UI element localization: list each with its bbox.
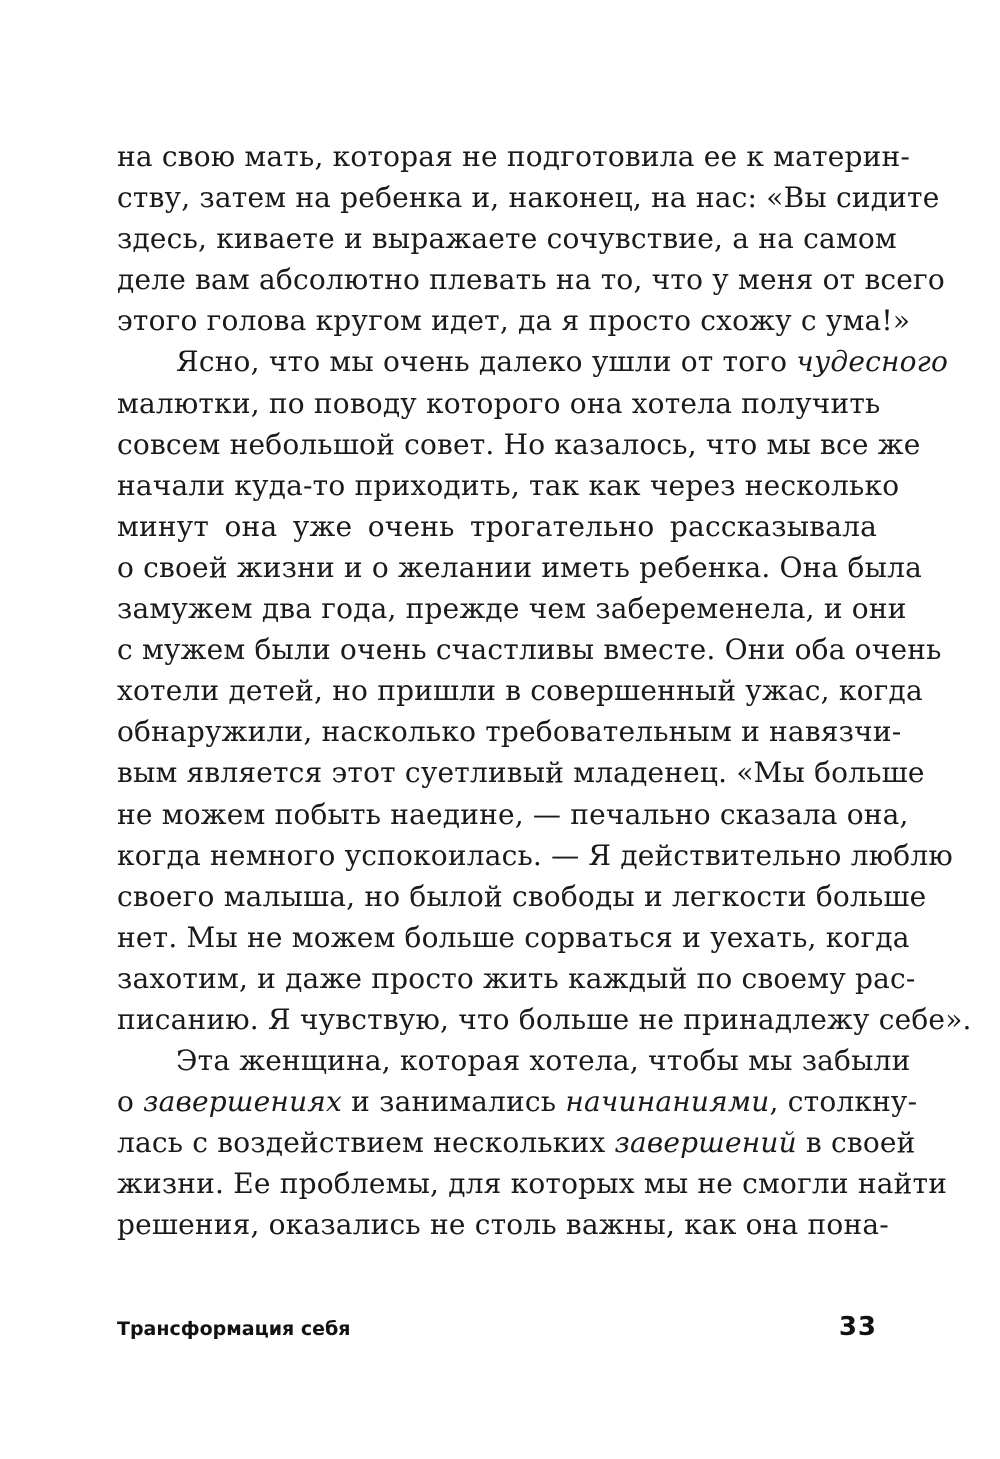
text-run: , столкну- — [769, 1085, 918, 1119]
text-line: начали куда-то приходить, так как через несколько — [117, 468, 900, 502]
text-line: когда немного успокоилась. — Я действительно люблю — [117, 838, 953, 872]
text-line: решения, оказались не столь важны, как она пона- — [117, 1208, 889, 1242]
text-line: с мужем были очень счастливы вместе. Они оба очень — [117, 633, 942, 667]
text-line: Эта женщина, которая хотела, чтобы мы забыли — [176, 1044, 911, 1078]
text-line: ству, затем на ребенка и, наконец, на нас: «Вы сидите — [117, 181, 940, 215]
emphasis-text: начинаниями — [565, 1085, 770, 1119]
text-line: минут она уже очень трогательно рассказывала — [117, 509, 877, 543]
text-line: писанию. Я чувствую, что больше не принадлежу себе». — [117, 1002, 972, 1036]
text-line: вым является этот суетливый младенец. «Мы больше — [117, 756, 925, 790]
text-line: малютки, по поводу которого она хотела получить — [117, 386, 881, 420]
text-line: совсем небольшой совет. Но казалось, что мы все же — [117, 427, 921, 461]
text-line: жизни. Ее проблемы, для которых мы не смогли найти — [117, 1167, 948, 1201]
emphasis-text: завершений — [614, 1126, 797, 1160]
text-run: о — [117, 1085, 144, 1119]
text-line: своего малыша, но былой свободы и легкости больше — [117, 879, 927, 913]
emphasis-text: чудесного — [796, 345, 949, 379]
text-run: Ясно, что мы очень далеко ушли от того — [176, 345, 797, 379]
text-line: на свою мать, которая не подготовила ее к материн- — [117, 140, 910, 173]
page-number: 33 — [838, 1312, 877, 1342]
text-line: обнаружили, насколько требовательным и навязчи- — [117, 715, 902, 749]
text-line: этого голова кругом идет, да я просто схожу с ума!» — [117, 304, 911, 338]
emphasis-text: завершениях — [143, 1085, 343, 1119]
text-line: не можем побыть наедине, — печально сказала она, — [117, 797, 909, 831]
text-line — [117, 1081, 918, 1122]
text-run: в своей — [796, 1126, 916, 1160]
page-footer — [117, 1312, 877, 1344]
text-line — [117, 341, 949, 382]
text-line: деле вам абсолютно плевать на то, что у меня от всего — [117, 263, 945, 297]
text-line — [117, 1122, 916, 1163]
text-line: нет. Мы не можем больше сорваться и уехать, когда — [117, 920, 910, 954]
text-line: здесь, киваете и выражаете сочувствие, а на самом — [117, 222, 897, 256]
text-line: о своей жизни и о желании иметь ребенка. Она была — [117, 550, 922, 584]
text-run: и занимались — [342, 1085, 566, 1119]
body-text — [117, 136, 972, 1246]
text-line: захотим, и даже просто жить каждый по своему рас- — [117, 961, 916, 995]
text-run: лась с воздействием нескольких — [117, 1126, 615, 1160]
text-line: замужем два года, прежде чем забеременела, и они — [117, 592, 907, 626]
text-line: хотели детей, но пришли в совершенный ужас, когда — [117, 674, 923, 708]
running-footer-title: Трансформация себя — [117, 1318, 351, 1340]
